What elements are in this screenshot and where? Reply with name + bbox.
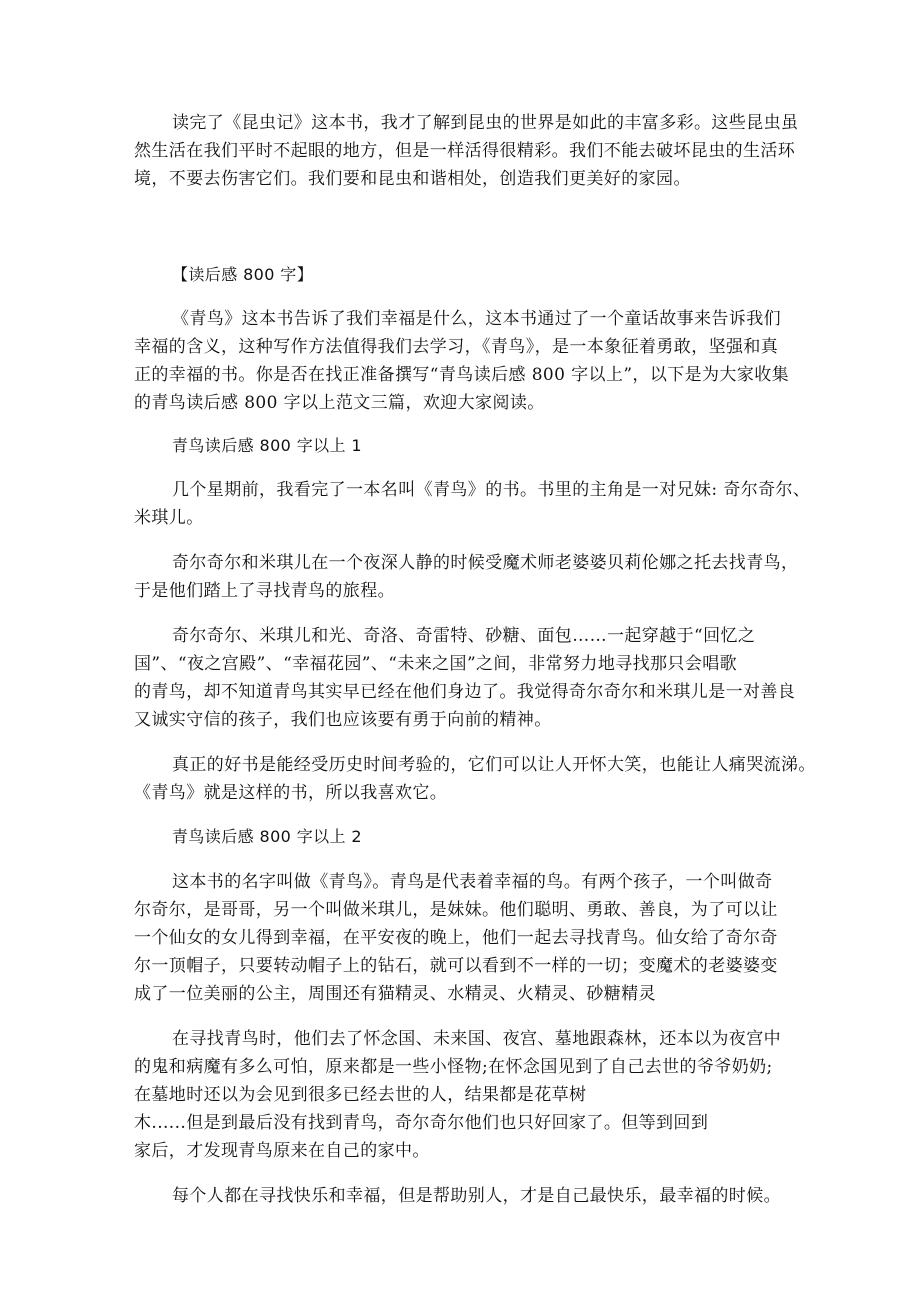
paragraph-6-line-1: 真正的好书是能经受历史时间考验的，它们可以让人开怀大笑，也能让人痛哭流涕。 — [172, 755, 816, 775]
paragraph-4-line-2: 于是他们踏上了寻找青鸟的旅程。 — [134, 581, 395, 601]
paragraph-5-line-1: 奇尔奇尔、米琪儿和光、奇洛、奇雷特、砂糖、面包……一起穿越于“回忆之 — [172, 626, 756, 646]
paragraph-1-line-3: 境，不要去伤害它们。我们要和昆虫和谐相处，创造我们更美好的家园。 — [134, 169, 691, 189]
paragraph-8-line-1: 在寻找青鸟时，他们去了怀念国、未来国、夜宫、墓地跟森林，还本以为夜宫中 — [172, 1029, 781, 1049]
paragraph-5-line-2: 国”、“夜之宫殿”、“幸福花园”、“未来之国”之间，非常努力地寻找那只会唱歌 — [134, 654, 738, 674]
paragraph-2-line-2: 幸福的含义，这种写作方法值得我们去学习，《青鸟》，是一本象征着勇敢，坚强和真 — [134, 337, 779, 357]
paragraph-1-line-2: 然生活在我们平时不起眼的地方，但是一样活得很精彩。我们不能去破坏昆虫的生活环 — [134, 141, 796, 161]
paragraph-6-line-2: 《青鸟》就是这样的书，所以我喜欢它。 — [134, 783, 448, 803]
paragraph-1-line-1: 读完了《昆虫记》这本书，我才了解到昆虫的世界是如此的丰富多彩。这些昆虫虽 — [172, 113, 799, 133]
paragraph-7-line-1: 这本书的名字叫做《青鸟》。青鸟是代表着幸福的鸟。有两个孩子，一个叫做奇 — [172, 872, 773, 892]
paragraph-3-line-2: 米琪儿。 — [134, 508, 204, 528]
paragraph-8-line-5: 家后，才发现青鸟原来在自己的家中。 — [134, 1141, 430, 1161]
paragraph-8-line-4: 木......但是到最后没有找到青鸟，奇尔奇尔他们也只好回家了。但等到回到 — [134, 1113, 709, 1133]
paragraph-2-line-3: 正的幸福的书。你是否在找正准备撰写“青鸟读后感 800 字以上”，以下是为大家收集 — [134, 365, 790, 385]
paragraph-8-line-2: 的鬼和病魔有多么可怕，原来都是一些小怪物;在怀念国见到了自己去世的爷爷奶奶; — [134, 1057, 773, 1077]
paragraph-2-line-1: 《青鸟》这本书告诉了我们幸福是什么，这本书通过了一个童话故事来告诉我们 — [172, 309, 781, 329]
paragraph-9-line-1: 每个人都在寻找快乐和幸福，但是帮助别人，才是自己最快乐，最幸福的时候。 — [172, 1186, 781, 1206]
paragraph-5-line-4: 又诚实守信的孩子，我们也应该要有勇于向前的精神。 — [134, 710, 552, 730]
paragraph-7-line-3: 一个仙女的女儿得到幸福，在平安夜的晚上，他们一起去寻找青鸟。仙女给了奇尔奇 — [134, 928, 778, 948]
paragraph-2-line-4: 的青鸟读后感 800 字以上范文三篇，欢迎大家阅读。 — [134, 393, 545, 413]
paragraph-5-line-3: 的青鸟，却不知道青鸟其实早已经在他们身边了。我觉得奇尔奇尔和米琪儿是一对善良 — [134, 682, 796, 702]
paragraph-4-line-1: 奇尔奇尔和米琪儿在一个夜深人静的时候受魔术师老婆婆贝莉伦娜之托去找青鸟， — [172, 553, 799, 573]
paragraph-8-line-3: 在墓地时还以为会见到很多已经去世的人，结果都是花草树 — [134, 1085, 587, 1105]
paragraph-7-line-5: 成了一位美丽的公主，周围还有猫精灵、水精灵、火精灵、砂糖精灵 — [134, 984, 656, 1004]
paragraph-3-line-1: 几个星期前，我看完了一本名叫《青鸟》的书。书里的主角是一对兄妹: 奇尔奇尔、 — [172, 480, 811, 500]
section-heading-2: 青鸟读后感 800 字以上 1 — [172, 436, 362, 455]
section-heading-1: 【读后感 800 字】 — [172, 265, 314, 284]
paragraph-7-line-2: 尔奇尔，是哥哥，另一个叫做米琪儿，是妹妹。他们聪明、勇敢、善良，为了可以让 — [134, 900, 778, 920]
section-heading-3: 青鸟读后感 800 字以上 2 — [172, 827, 362, 846]
paragraph-7-line-4: 尔一顶帽子，只要转动帽子上的钻石，就可以看到不一样的一切；变魔术的老婆婆变 — [134, 956, 778, 976]
